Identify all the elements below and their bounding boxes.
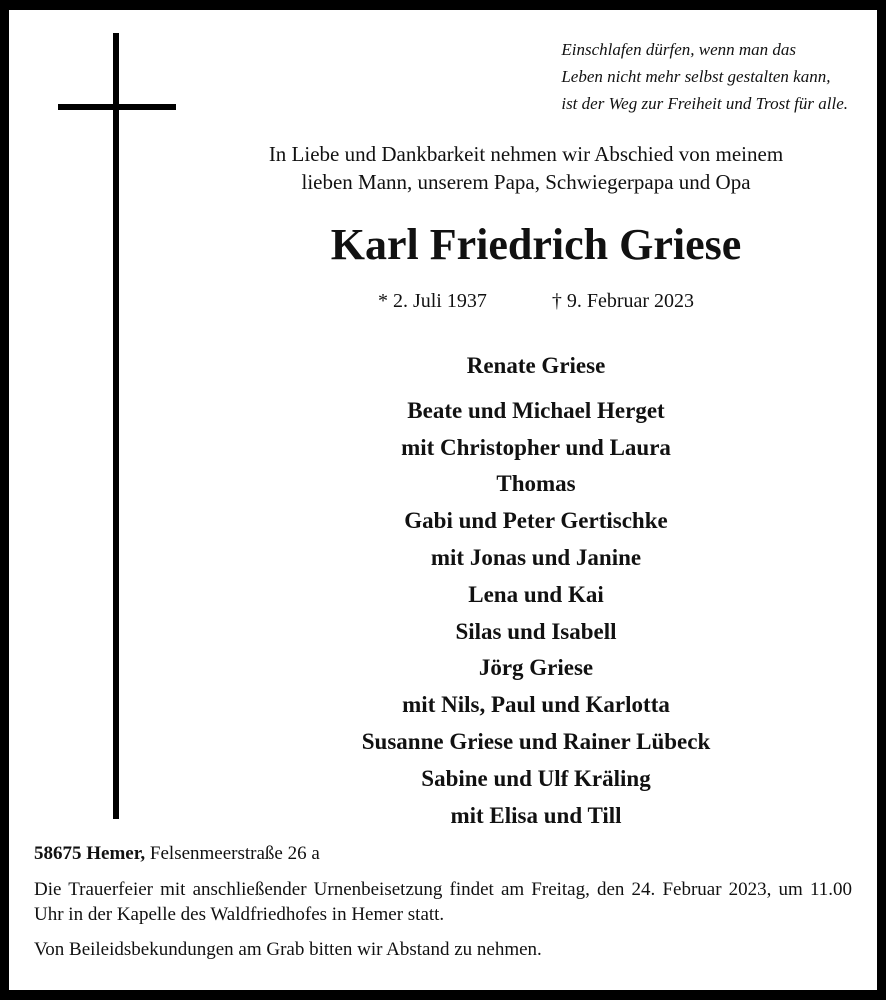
ceremony-info: Die Trauerfeier mit anschließender Urnenbeisetzung findet am Freitag, den 24. Februar 2023, um 11.00 Uhr in der Kapelle des Waldfriedhofes in Hemer statt. [34,879,852,925]
family-member: Renate Griese [466,353,606,378]
intro-text [200,140,852,196]
quote-line: Leben nicht mehr selbst gestalten kann, [561,67,831,86]
family-member: mit Nils, Paul und Karlotta [402,692,670,718]
birth-date: * 2. Juli 1937 [377,290,487,312]
condolence-note: Von Beileidsbekundungen am Grab bitten wir Abstand zu nehmen. [34,939,542,960]
address-street: Felsenmeerstraße 26 a [149,843,320,864]
family-member: Susanne Griese und Rainer Lübeck [361,728,711,754]
family-member: mit Christopher und Laura [401,434,671,460]
family-member: Sabine und Ulf Kräling [421,765,651,791]
cross-icon-bar [58,104,176,110]
intro-line: In Liebe und Dankbarkeit nehmen wir Abschied von meinem [268,142,784,166]
family-list [200,348,872,834]
quote-line: ist der Weg zur Freiheit und Trost für alle. [561,94,848,113]
deceased-name: Karl Friedrich Griese [330,220,742,269]
family-member: Lena und Kai [468,581,604,607]
address-city: 58675 Hemer, [34,843,146,864]
family-member: Thomas [496,471,576,497]
family-member: Jörg Griese [478,655,594,681]
family-member: Silas und Isabell [455,618,617,644]
address [34,843,852,865]
family-member: mit Elisa und Till [450,802,622,828]
footer [34,843,852,961]
death-date: † 9. Februar 2023 [551,290,695,312]
family-member: Beate und Michael Herget [407,397,665,423]
life-dates [200,290,872,313]
quote [561,36,848,117]
quote-line: Einschlafen dürfen, wenn man das [561,40,797,59]
family-member: mit Jonas und Janine [430,544,642,570]
cross-icon [113,33,119,819]
family-member: Gabi und Peter Gertischke [404,508,668,534]
intro-line: lieben Mann, unserem Papa, Schwiegerpapa und Opa [301,170,751,194]
